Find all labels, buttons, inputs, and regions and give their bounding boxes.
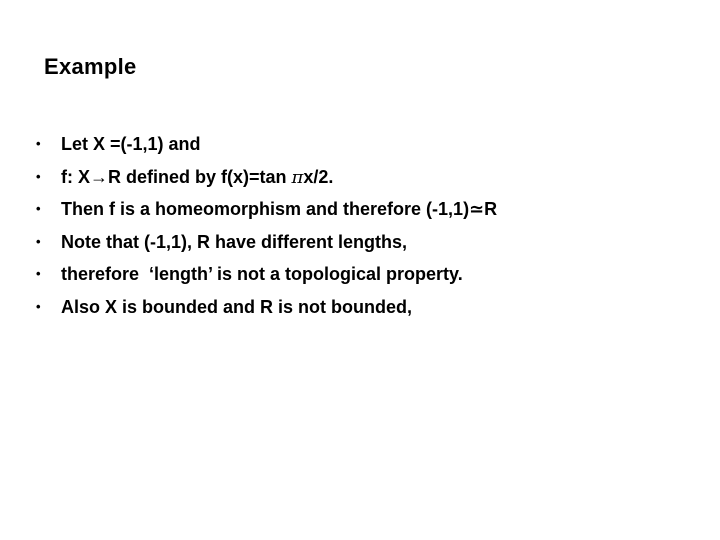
- bullet-marker: •: [36, 168, 41, 184]
- slide-title: Example: [44, 54, 137, 79]
- bullet-item: [36, 134, 497, 167]
- bullet-text: Note that (-1,1), R have different lengths,: [61, 231, 408, 252]
- bullet-text-part: f: X→R defined by f(x)=tan: [61, 166, 292, 187]
- bullet-marker: •: [36, 201, 41, 216]
- bullet-text: Then f is a homeomorphism and therefore (-1,1)≃R: [61, 199, 498, 219]
- bullet-marker: •: [36, 233, 41, 249]
- bullet-item: [36, 199, 497, 232]
- bullet-item: [36, 232, 497, 265]
- bullet-list: [36, 134, 497, 329]
- bullet-text: therefore ‘length’ is not a topological property.: [61, 264, 463, 284]
- pi-symbol: π: [291, 166, 304, 188]
- bullet-item: [36, 264, 497, 297]
- bullet-marker: •: [36, 136, 41, 151]
- bullet-text: [61, 167, 333, 188]
- bullet-marker: •: [36, 298, 41, 314]
- bullet-item: [36, 297, 497, 330]
- bullet-item: [36, 167, 497, 200]
- bullet-text-part: x/2.: [303, 166, 334, 187]
- bullet-marker: •: [36, 266, 41, 281]
- bullet-text: Let X =(-1,1) and: [61, 134, 201, 154]
- bullet-text: Also X is bounded and R is not bounded,: [61, 296, 412, 317]
